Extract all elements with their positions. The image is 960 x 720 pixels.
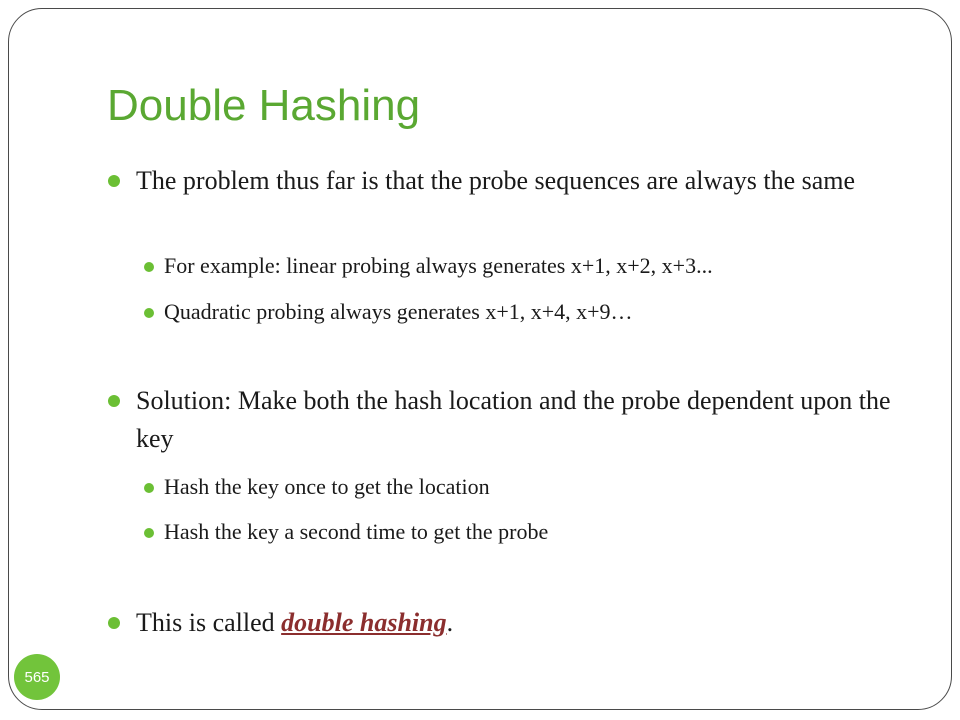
sub-bullet-hash-once <box>144 472 904 502</box>
bullet-text: Quadratic probing always generates x+1, x+4, x+9… <box>164 299 633 324</box>
bullet-text: The problem thus far is that the probe sequences are always the same <box>136 166 856 195</box>
bullet-marker-icon <box>108 617 120 629</box>
bullet-text: Hash the key a second time to get the probe <box>164 519 549 544</box>
page-number-badge: 565 <box>14 654 60 700</box>
bullet-problem <box>108 162 908 200</box>
bullet-marker-icon <box>144 483 154 493</box>
double-hashing-term: double hashing <box>281 608 447 637</box>
bullet-marker-icon <box>144 262 154 272</box>
bullet-marker-icon <box>108 175 120 187</box>
sub-bullet-hash-second <box>144 517 904 547</box>
conclusion-prefix: This is called <box>136 608 282 637</box>
bullet-conclusion <box>108 604 908 642</box>
bullet-marker-icon <box>144 528 154 538</box>
bullet-text: Solution: Make both the hash location and the probe dependent upon the key <box>136 386 891 453</box>
bullet-marker-icon <box>144 308 154 318</box>
bullet-text: For example: linear probing always generates x+1, x+2, x+3... <box>164 253 713 278</box>
bullet-text: Hash the key once to get the location <box>164 474 490 499</box>
sub-bullet-quadratic-probing <box>144 297 904 327</box>
bullet-solution <box>108 382 908 458</box>
sub-bullet-linear-probing <box>144 251 904 281</box>
conclusion-suffix: . <box>446 608 454 637</box>
bullet-marker-icon <box>108 395 120 407</box>
bullet-text <box>108 604 908 642</box>
slide-title: Double Hashing <box>107 81 421 130</box>
